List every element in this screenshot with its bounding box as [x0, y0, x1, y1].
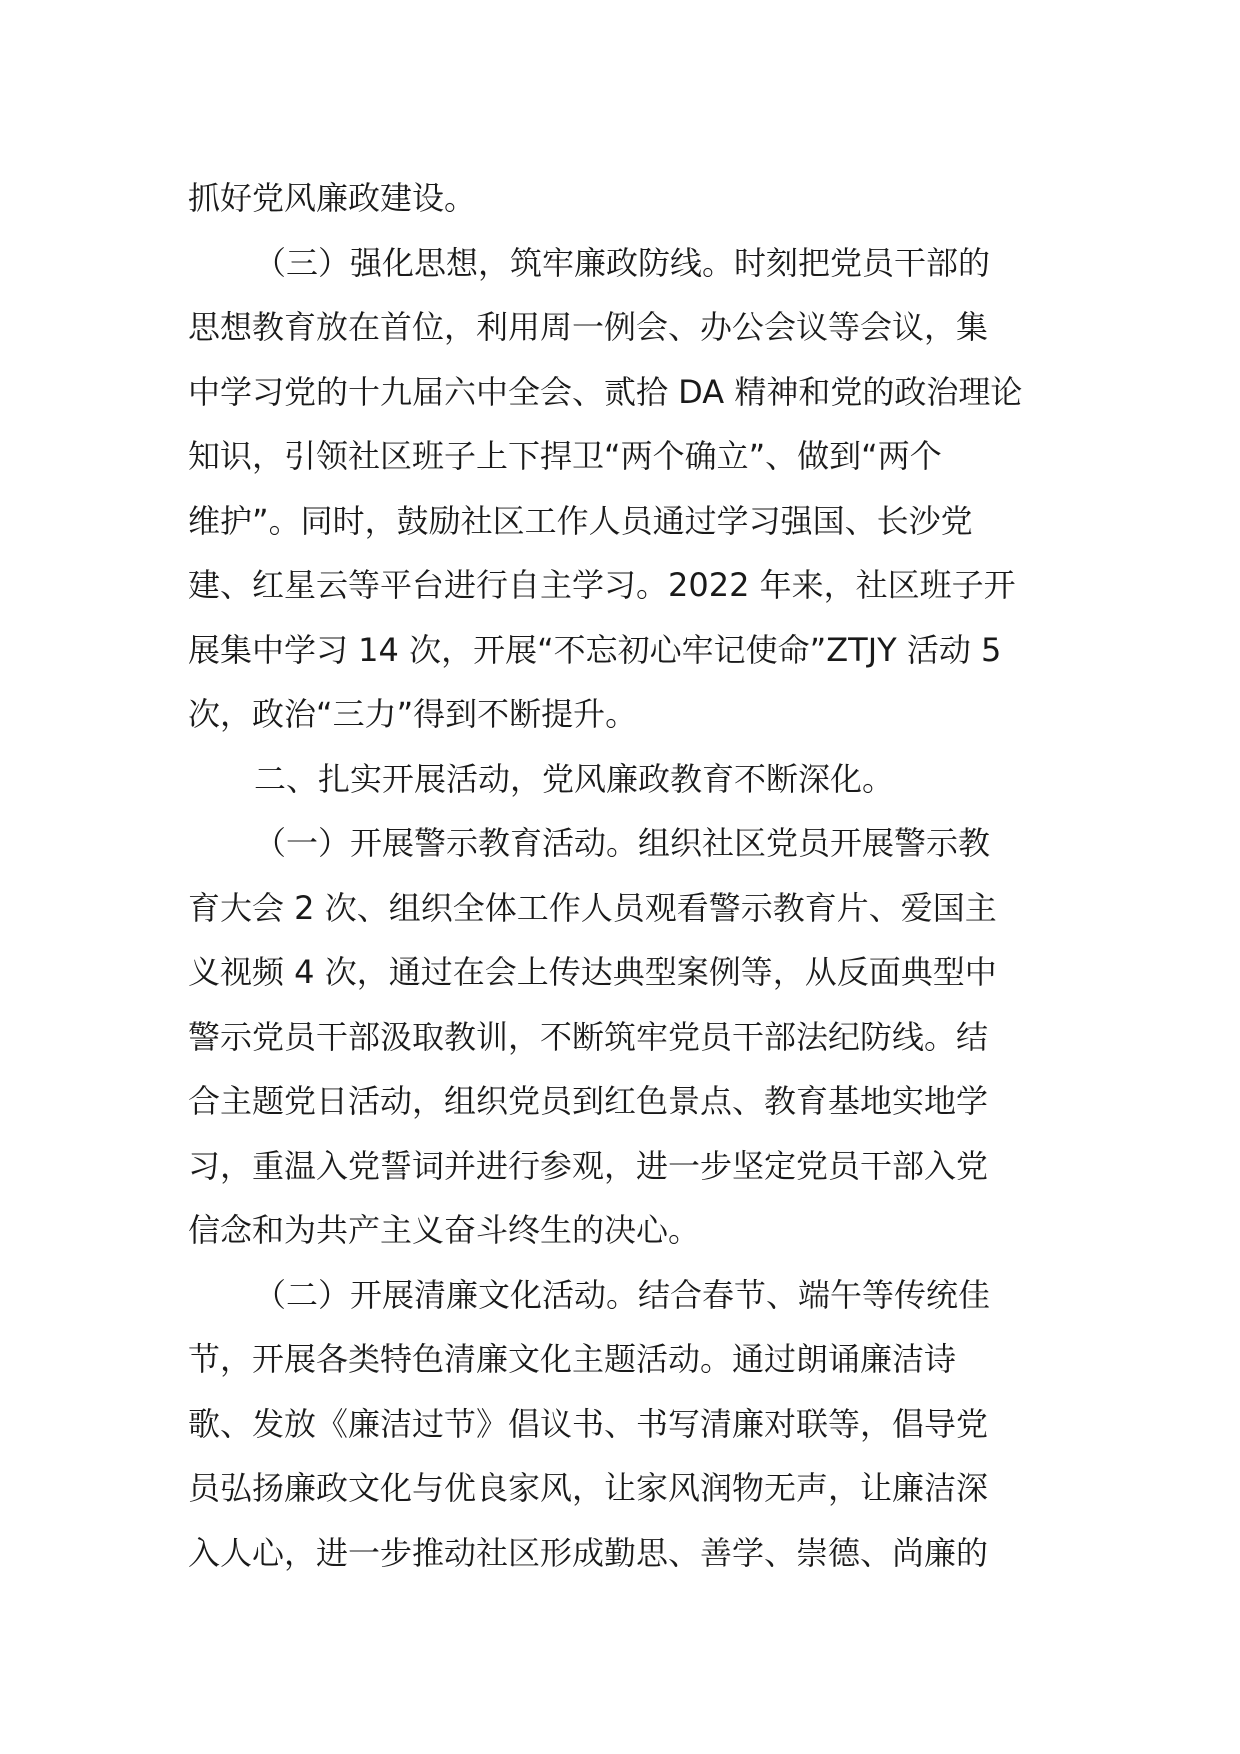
text-line: 展集中学习 14 次，开展“不忘初心牢记使命”ZTJY 活动 5	[188, 630, 1002, 669]
text-line: 合主题党日活动，组织党员到红色景点、教育基地实地学	[188, 1082, 989, 1120]
text-line: 中学习党的十九届六中全会、贰拾 DA 精神和党的政治理论	[188, 372, 1023, 411]
document-body	[188, 166, 1052, 1585]
text-line: 思想教育放在首位，利用周一例会、办公会议等会议，集	[188, 308, 989, 346]
paragraph-start-line: （三）强化思想，筑牢廉政防线。时刻把党员干部的	[254, 243, 991, 282]
text-line: 育大会 2 次、组织全体工作人员观看警示教育片、爱国主	[188, 888, 997, 927]
text-line: 信念和为共产主义奋斗终生的决心。	[188, 1211, 701, 1249]
text-line: 入人心，进一步推动社区形成勤思、善学、崇德、尚廉的	[188, 1533, 989, 1572]
text-line: 警示党员干部汲取教训，不断筑牢党员干部法纪防线。结	[188, 1017, 989, 1056]
text-line: 维护”。同时，鼓励社区工作人员通过学习强国、长沙党	[188, 501, 973, 540]
text-line: 义视频 4 次，通过在会上传达典型案例等，从反面典型中	[188, 953, 997, 991]
text-line: 歌、发放《廉洁过节》倡议书、书写清廉对联等，倡导党	[188, 1404, 989, 1443]
text-line: 节，开展各类特色清廉文化主题活动。通过朗诵廉洁诗	[188, 1340, 957, 1378]
text-line: 习，重温入党誓词并进行参观，进一步坚定党员干部入党	[188, 1146, 989, 1185]
text-line: 次，政治“三力”得到不断提升。	[188, 695, 638, 733]
section-heading: 二、扎实开展活动，党风廉政教育不断深化。	[254, 759, 895, 798]
text-line: 员弘扬廉政文化与优良家风，让家风润物无声，让廉洁深	[188, 1469, 989, 1507]
text-line: 知识，引领社区班子上下捍卫“两个确立”、做到“两个	[188, 437, 942, 475]
paragraph-start-line: （一）开展警示教育活动。组织社区党员开展警示教	[254, 824, 991, 862]
paragraph-start-line: （二）开展清廉文化活动。结合春节、端午等传统佳	[254, 1275, 991, 1314]
text-line: 建、红星云等平台进行自主学习。2022 年来，社区班子开	[188, 566, 1016, 604]
text-line: 抓好党风廉政建设。	[188, 179, 477, 217]
